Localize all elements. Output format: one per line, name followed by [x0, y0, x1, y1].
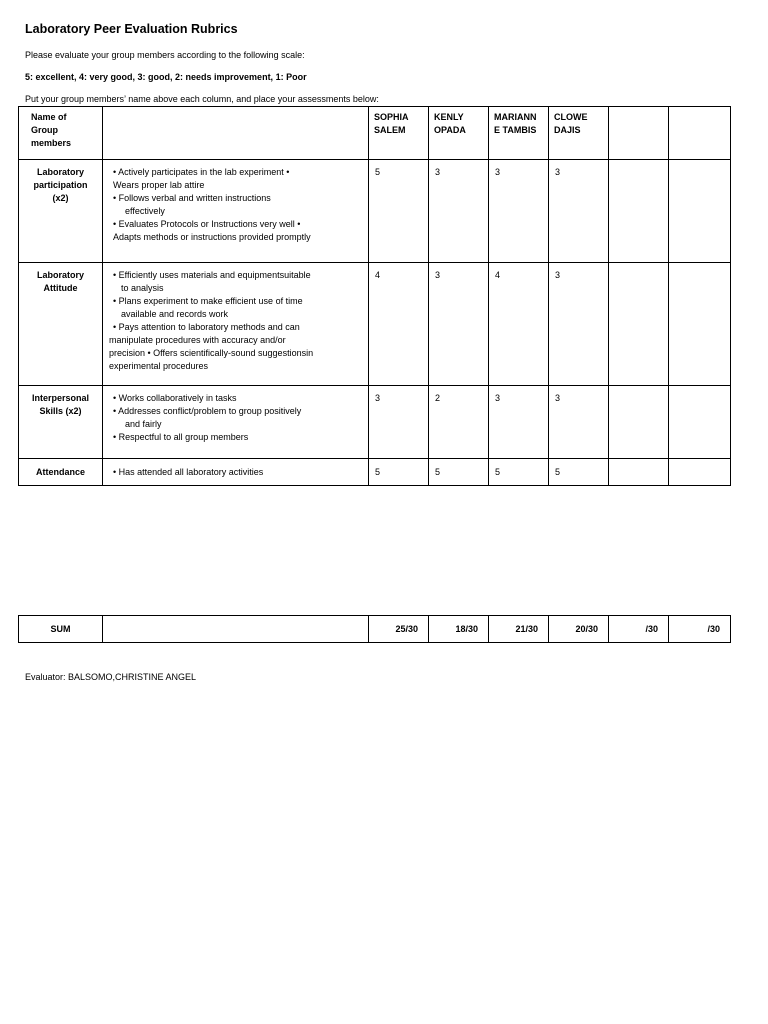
description-line: experimental procedures: [109, 361, 209, 371]
description-line: effectively: [125, 206, 165, 216]
score-cell[interactable]: 3: [549, 263, 609, 386]
description-line: • Actively participates in the lab experiment •: [113, 167, 290, 177]
criterion-label: Attendance: [35, 466, 85, 477]
criterion-label: Laboratory: [36, 270, 84, 280]
member-name-cell[interactable]: [549, 107, 609, 160]
score-cell[interactable]: 3: [489, 386, 549, 459]
score-cell[interactable]: 2: [429, 386, 489, 459]
description-line: manipulate procedures with accuracy and/or: [109, 335, 286, 345]
description-cell: [103, 263, 369, 386]
sum-table: [18, 615, 731, 643]
criterion-row-interpersonal: [19, 386, 731, 459]
member-name-line: SALEM: [374, 125, 406, 135]
name-header-line: Group: [31, 125, 58, 135]
score-cell[interactable]: 4: [369, 263, 429, 386]
rating-scale: 5: excellent, 4: very good, 3: good, 2: needs improvement, 1: Poor: [25, 72, 307, 82]
member-name-line: KENLY: [434, 112, 464, 122]
member-name-line: CLOWE: [554, 112, 588, 122]
description-line: • Pays attention to laboratory methods and can: [113, 322, 300, 332]
description-cell: [103, 160, 369, 263]
description-line: • Respectful to all group members: [113, 432, 249, 442]
score-cell[interactable]: [669, 386, 731, 459]
page-title: Laboratory Peer Evaluation Rubrics: [25, 22, 238, 36]
score-cell[interactable]: [669, 459, 731, 486]
criterion-row-participation: [19, 160, 731, 263]
score-cell[interactable]: 3: [489, 160, 549, 263]
score-cell[interactable]: [669, 160, 731, 263]
sum-value[interactable]: /30: [609, 616, 669, 643]
criterion-label: Laboratory: [36, 167, 84, 177]
description-line: Wears proper lab attire: [113, 180, 205, 190]
member-name-line: DAJIS: [554, 125, 581, 135]
sum-value[interactable]: 18/30: [429, 616, 489, 643]
description-line: • Follows verbal and written instructions: [113, 193, 271, 203]
description-line: • Plans experiment to make efficient use of time: [113, 296, 303, 306]
score-cell[interactable]: 5: [369, 459, 429, 486]
sum-value[interactable]: 21/30: [489, 616, 549, 643]
description-cell: [103, 386, 369, 459]
sum-empty-cell: [103, 616, 369, 643]
score-cell[interactable]: 3: [549, 386, 609, 459]
score-cell[interactable]: [609, 160, 669, 263]
member-name-line: MARIANN: [494, 112, 537, 122]
criterion-row-attendance: [19, 459, 731, 486]
criterion-label: Attitude: [43, 283, 78, 293]
member-name-line: OPADA: [434, 125, 466, 135]
score-cell[interactable]: 3: [429, 160, 489, 263]
name-header-line: Name of: [31, 112, 67, 122]
sum-row: [19, 616, 731, 643]
name-header-line: members: [31, 138, 72, 148]
member-name-line: SOPHIA: [374, 112, 409, 122]
member-name-cell[interactable]: [609, 107, 669, 160]
rubric-table: [18, 106, 731, 486]
member-name-cell[interactable]: [429, 107, 489, 160]
criterion-cell: [19, 160, 103, 263]
criterion-label: Interpersonal: [31, 393, 89, 403]
score-cell[interactable]: 3: [549, 160, 609, 263]
description-line: to analysis: [121, 283, 164, 293]
score-cell[interactable]: [609, 263, 669, 386]
description-line: • Has attended all laboratory activities: [113, 466, 264, 477]
name-header-cell: [19, 107, 103, 160]
criterion-label: (x2): [52, 193, 69, 203]
score-cell[interactable]: 5: [549, 459, 609, 486]
score-cell[interactable]: [609, 386, 669, 459]
header-row: [19, 107, 731, 160]
sum-value[interactable]: 20/30: [549, 616, 609, 643]
description-line: Adapts methods or instructions provided promptly: [113, 232, 311, 242]
criterion-cell: [19, 263, 103, 386]
description-line: precision • Offers scientifically-sound suggestionsin: [109, 348, 314, 358]
description-line: and fairly: [125, 419, 162, 429]
description-line: • Evaluates Protocols or Instructions very well •: [113, 219, 301, 229]
description-line: available and records work: [121, 309, 229, 319]
member-name-cell[interactable]: [369, 107, 429, 160]
criterion-cell: [19, 386, 103, 459]
score-cell[interactable]: [609, 459, 669, 486]
empty-header-cell: [103, 107, 369, 160]
criterion-label: participation: [33, 180, 88, 190]
description-line: • Addresses conflict/problem to group positively: [113, 406, 302, 416]
score-cell[interactable]: 3: [369, 386, 429, 459]
instructions-line: Put your group members’ name above each column, and place your assessments below:: [25, 94, 379, 104]
member-name-cell[interactable]: [669, 107, 731, 160]
evaluator-name: Evaluator: BALSOMO,CHRISTINE ANGEL: [25, 672, 197, 682]
member-name-line: E TAMBIS: [494, 125, 537, 135]
score-cell[interactable]: 4: [489, 263, 549, 386]
sum-value[interactable]: 25/30: [369, 616, 429, 643]
score-cell[interactable]: 5: [429, 459, 489, 486]
sum-value[interactable]: /30: [669, 616, 731, 643]
score-cell[interactable]: 3: [429, 263, 489, 386]
criterion-row-attitude: [19, 263, 731, 386]
criterion-cell: [19, 459, 103, 486]
description-cell: [103, 459, 369, 486]
score-cell[interactable]: 5: [369, 160, 429, 263]
member-name-cell[interactable]: [489, 107, 549, 160]
score-cell[interactable]: [669, 263, 731, 386]
instructions-line: Please evaluate your group members according to the following scale:: [25, 50, 305, 60]
description-line: • Works collaboratively in tasks: [113, 393, 237, 403]
score-cell[interactable]: 5: [489, 459, 549, 486]
description-line: • Efficiently uses materials and equipmentsuitable: [113, 270, 311, 280]
criterion-label: Skills (x2): [39, 406, 82, 416]
sum-label: SUM: [19, 616, 103, 643]
